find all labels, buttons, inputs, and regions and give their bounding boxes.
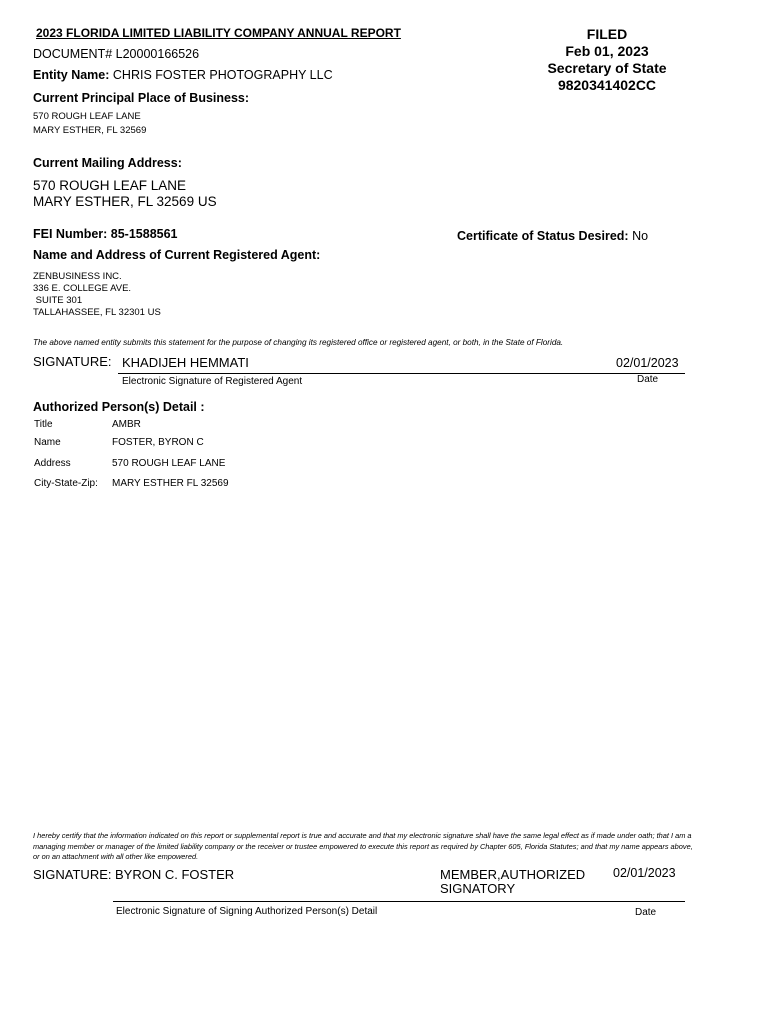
document-label: DOCUMENT#	[33, 47, 113, 61]
final-signature-date: 02/01/2023	[613, 866, 676, 880]
final-signature-title-line2: SIGNATORY	[440, 881, 516, 896]
document-number-line	[33, 47, 199, 61]
agent-signature-rule	[118, 373, 685, 374]
mailing-address-label: Current Mailing Address:	[33, 156, 182, 170]
principal-address-line2: MARY ESTHER, FL 32569	[33, 125, 147, 136]
filed-status: FILED	[586, 26, 628, 42]
agent-signature-name: KHADIJEH HEMMATI	[122, 355, 249, 370]
fei-number: FEI Number: 85-1588561	[33, 227, 178, 241]
agent-signature-label: SIGNATURE:	[33, 354, 112, 369]
ap-city-label: City-State-Zip:	[34, 478, 98, 489]
agent-statement: The above named entity submits this statement for the purpose of changing its registered office or registered agent, or both, in the State of Florida.	[33, 338, 564, 347]
certificate-status-value: No	[632, 229, 649, 243]
certificate-status-line	[457, 229, 648, 243]
certificate-status-label: Certificate of Status Desired:	[457, 229, 629, 243]
entity-name-line	[33, 68, 333, 82]
ap-name-label: Name	[34, 437, 61, 448]
final-signature-label: SIGNATURE:	[33, 867, 112, 882]
entity-name: CHRIS FOSTER PHOTOGRAPHY LLC	[112, 68, 333, 82]
filed-date: Feb 01, 2023	[565, 43, 649, 59]
ap-title-value: AMBR	[112, 419, 141, 430]
principal-place-label: Current Principal Place of Business:	[33, 91, 250, 105]
agent-signature-caption: Electronic Signature of Registered Agent	[122, 376, 303, 387]
final-date-caption: Date	[635, 907, 657, 918]
ap-city-value: MARY ESTHER FL 32569	[112, 478, 229, 489]
mailing-address-line2: MARY ESTHER, FL 32569 US	[33, 194, 217, 209]
final-signature-name: BYRON C. FOSTER	[115, 867, 235, 882]
report-title: 2023 FLORIDA LIMITED LIABILITY COMPANY ANNUAL REPORT	[36, 26, 401, 40]
final-signature-title-line1: MEMBER,AUTHORIZED	[440, 867, 586, 882]
filed-office: Secretary of State	[547, 60, 667, 76]
filed-number: 9820341402CC	[557, 77, 657, 93]
mailing-address-line1: 570 ROUGH LEAF LANE	[33, 178, 187, 193]
authorized-persons-heading: Authorized Person(s) Detail :	[33, 400, 205, 414]
final-signature-caption: Electronic Signature of Signing Authorized Person(s) Detail	[116, 906, 378, 917]
document-number: L20000166526	[115, 47, 200, 61]
ap-title-label: Title	[34, 419, 53, 430]
registered-agent-label: Name and Address of Current Registered Agent:	[33, 248, 321, 262]
agent-address-line1: ZENBUSINESS INC.	[33, 271, 122, 282]
ap-name-value: FOSTER, BYRON C	[112, 437, 204, 448]
ap-address-label: Address	[34, 458, 71, 469]
agent-signature-date: 02/01/2023	[616, 356, 679, 370]
final-signature-rule	[113, 901, 685, 902]
ap-address-value: 570 ROUGH LEAF LANE	[112, 458, 226, 469]
agent-address-line4: TALLAHASSEE, FL 32301 US	[33, 307, 161, 318]
filed-stamp	[507, 26, 707, 94]
entity-name-label: Entity Name:	[33, 68, 110, 82]
agent-date-caption: Date	[637, 374, 659, 385]
agent-address-line3: SUITE 301	[33, 295, 83, 306]
principal-address-line1: 570 ROUGH LEAF LANE	[33, 111, 141, 122]
agent-address-line2: 336 E. COLLEGE AVE.	[33, 283, 132, 294]
certification-text: I hereby certify that the information indicated on this report or supplemental report is true and accurate and that my electronic signature shall have the same legal effect as if made under oath; that I am a managing member or manager of the limited liability company or the receiver or trustee empowered to execute this report as required by Chapter 605, Florida Statutes; and that my name appears above, or on an attachment with all other like empowered.	[33, 831, 693, 861]
